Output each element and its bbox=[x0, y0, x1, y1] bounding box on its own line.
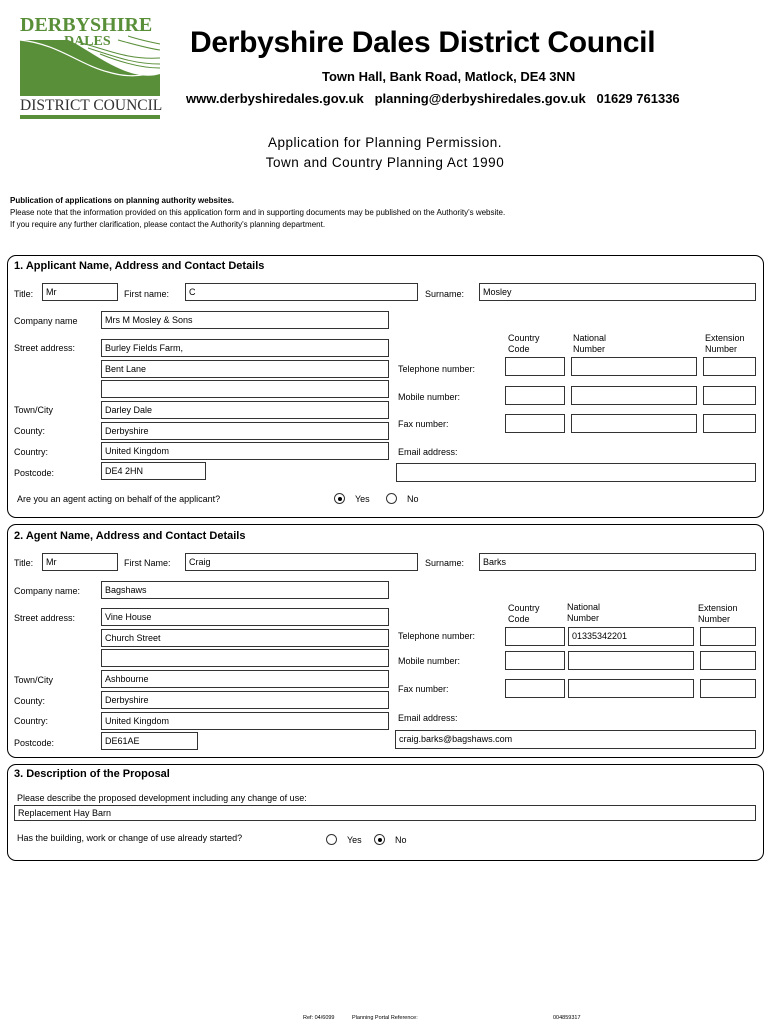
applicant-surname-field[interactable]: Mosley bbox=[479, 283, 756, 301]
applicant-town-label: Town/City bbox=[14, 405, 54, 415]
section-proposal-heading: 3. Description of the Proposal bbox=[14, 768, 170, 780]
applicant-telephone-extension[interactable] bbox=[703, 357, 756, 376]
council-website[interactable]: www.derbyshiredales.gov.uk bbox=[186, 91, 364, 106]
applicant-street1-field[interactable]: Burley Fields Farm, bbox=[101, 339, 389, 357]
agent-title-field[interactable]: Mr bbox=[42, 553, 118, 571]
logo-line2: DALES bbox=[64, 34, 111, 49]
agent-telephone-number[interactable]: 01335342201 bbox=[568, 627, 694, 646]
agent-telephone-label: Telephone number: bbox=[398, 631, 476, 641]
form-title: Application for Planning Permission. bbox=[267, 135, 503, 150]
council-title: Derbyshire Dales District Council bbox=[190, 26, 656, 59]
agent-country-field[interactable]: United Kingdom bbox=[101, 712, 389, 730]
applicant-mobile-country-code[interactable] bbox=[505, 386, 565, 405]
agent-company-field[interactable]: Bagshaws bbox=[101, 581, 389, 599]
agent-first-name-field[interactable]: Craig bbox=[185, 553, 418, 571]
agent-county-label: County: bbox=[14, 696, 46, 706]
applicant-telephone-country-code[interactable] bbox=[505, 357, 565, 376]
applicant-extension-header: Extension Number bbox=[705, 333, 745, 354]
agent-surname-field[interactable]: Barks bbox=[479, 553, 756, 571]
publication-note-1: Please note that the information provided on this application form and in supporting documents may be published on the Authority's website. bbox=[10, 208, 506, 217]
logo-line3: DISTRICT COUNCIL bbox=[20, 97, 163, 114]
applicant-street-label: Street address: bbox=[14, 343, 76, 353]
publication-note-title: Publication of applications on planning authority websites. bbox=[10, 196, 235, 205]
applicant-fax-number[interactable] bbox=[571, 414, 697, 433]
applicant-fax-label: Fax number: bbox=[398, 419, 449, 429]
applicant-fax-country-code[interactable] bbox=[505, 414, 565, 433]
started-yes-label: Yes bbox=[347, 835, 362, 845]
publication-note-2: If you require any further clarification, please contact the Authority's planning department. bbox=[10, 220, 326, 229]
applicant-country-code-header: Country Code bbox=[508, 333, 540, 354]
proposal-description-field[interactable]: Replacement Hay Barn bbox=[14, 805, 756, 821]
agent-extension-header: Extension Number bbox=[698, 603, 738, 624]
applicant-mobile-number[interactable] bbox=[571, 386, 697, 405]
council-address: Town Hall, Bank Road, Matlock, DE4 3NN bbox=[322, 69, 576, 84]
agent-county-field[interactable]: Derbyshire bbox=[101, 691, 389, 709]
form-subtitle: Town and Country Planning Act 1990 bbox=[265, 155, 505, 170]
section-agent-heading: 2. Agent Name, Address and Contact Details bbox=[14, 530, 246, 542]
agent-mobile-extension[interactable] bbox=[700, 651, 756, 670]
applicant-county-label: County: bbox=[14, 426, 46, 436]
applicant-postcode-label: Postcode: bbox=[14, 468, 55, 478]
applicant-company-label: Company name bbox=[14, 316, 78, 326]
agent-mobile-country-code[interactable] bbox=[505, 651, 565, 670]
logo-line1: DERBYSHIRE bbox=[20, 14, 153, 36]
agent-mobile-label: Mobile number: bbox=[398, 656, 461, 666]
agent-email-label: Email address: bbox=[398, 713, 458, 723]
agent-fax-number[interactable] bbox=[568, 679, 694, 698]
agent-mobile-number[interactable] bbox=[568, 651, 694, 670]
applicant-telephone-number[interactable] bbox=[571, 357, 697, 376]
agent-postcode-field[interactable]: DE61AE bbox=[101, 732, 198, 750]
started-no-label: No bbox=[395, 835, 407, 845]
agent-no-radio[interactable] bbox=[386, 493, 397, 504]
proposal-prompt: Please describe the proposed development including any change of use: bbox=[17, 793, 307, 803]
applicant-title-label: Title: bbox=[14, 289, 34, 299]
agent-fax-extension[interactable] bbox=[700, 679, 756, 698]
applicant-street2-field[interactable]: Bent Lane bbox=[101, 360, 389, 378]
agent-national-number-header: National Number bbox=[567, 602, 601, 623]
applicant-street3-field[interactable] bbox=[101, 380, 389, 398]
applicant-first-name-field[interactable]: C bbox=[185, 283, 418, 301]
applicant-country-field[interactable]: United Kingdom bbox=[101, 442, 389, 460]
agent-yes-radio[interactable] bbox=[334, 493, 345, 504]
footer-portal-label: Planning Portal Reference: bbox=[352, 1015, 418, 1021]
agent-country-label: Country: bbox=[14, 716, 49, 726]
agent-telephone-country-code[interactable] bbox=[505, 627, 565, 646]
applicant-national-number-header: National Number bbox=[573, 333, 607, 354]
applicant-first-name-label: First name: bbox=[124, 289, 170, 299]
council-phone: 01629 761336 bbox=[596, 91, 680, 106]
council-contacts bbox=[186, 91, 680, 106]
applicant-postcode-field[interactable]: DE4 2HN bbox=[101, 462, 206, 480]
applicant-telephone-label: Telephone number: bbox=[398, 364, 476, 374]
agent-postcode-label: Postcode: bbox=[14, 738, 55, 748]
applicant-email-field[interactable] bbox=[396, 463, 756, 482]
section-applicant-heading: 1. Applicant Name, Address and Contact Details bbox=[14, 260, 265, 272]
agent-street3-field[interactable] bbox=[101, 649, 389, 667]
council-email[interactable]: planning@derbyshiredales.gov.uk bbox=[374, 91, 586, 106]
footer-portal-ref: 004859317 bbox=[553, 1015, 581, 1021]
agent-street1-field[interactable]: Vine House bbox=[101, 608, 389, 626]
agent-title-label: Title: bbox=[14, 558, 34, 568]
council-logo bbox=[18, 14, 164, 120]
applicant-county-field[interactable]: Derbyshire bbox=[101, 422, 389, 440]
agent-telephone-extension[interactable] bbox=[700, 627, 756, 646]
agent-yes-label: Yes bbox=[355, 494, 370, 504]
agent-company-label: Company name: bbox=[14, 586, 81, 596]
started-yes-radio[interactable] bbox=[326, 834, 337, 845]
started-no-radio[interactable] bbox=[374, 834, 385, 845]
applicant-fax-extension[interactable] bbox=[703, 414, 756, 433]
agent-fax-label: Fax number: bbox=[398, 684, 449, 694]
agent-email-field[interactable]: craig.barks@bagshaws.com bbox=[395, 730, 756, 749]
agent-street-label: Street address: bbox=[14, 613, 76, 623]
work-started-question: Has the building, work or change of use already started? bbox=[17, 833, 243, 843]
agent-country-code-header: Country Code bbox=[508, 603, 540, 624]
agent-surname-label: Surname: bbox=[425, 558, 465, 568]
applicant-title-field[interactable]: Mr bbox=[42, 283, 118, 301]
agent-street2-field[interactable]: Church Street bbox=[101, 629, 389, 647]
agent-town-field[interactable]: Ashbourne bbox=[101, 670, 389, 688]
applicant-town-field[interactable]: Darley Dale bbox=[101, 401, 389, 419]
applicant-mobile-label: Mobile number: bbox=[398, 392, 461, 402]
agent-question: Are you an agent acting on behalf of the applicant? bbox=[17, 494, 221, 504]
applicant-email-label: Email address: bbox=[398, 447, 458, 457]
agent-first-name-label: First Name: bbox=[124, 558, 171, 568]
applicant-mobile-extension[interactable] bbox=[703, 386, 756, 405]
applicant-surname-label: Surname: bbox=[425, 289, 465, 299]
agent-no-label: No bbox=[407, 494, 419, 504]
agent-fax-country-code[interactable] bbox=[505, 679, 565, 698]
footer-ref: Ref: 04/6099 bbox=[303, 1015, 335, 1021]
applicant-company-field[interactable]: Mrs M Mosley & Sons bbox=[101, 311, 389, 329]
applicant-country-label: Country: bbox=[14, 447, 49, 457]
agent-town-label: Town/City bbox=[14, 675, 54, 685]
